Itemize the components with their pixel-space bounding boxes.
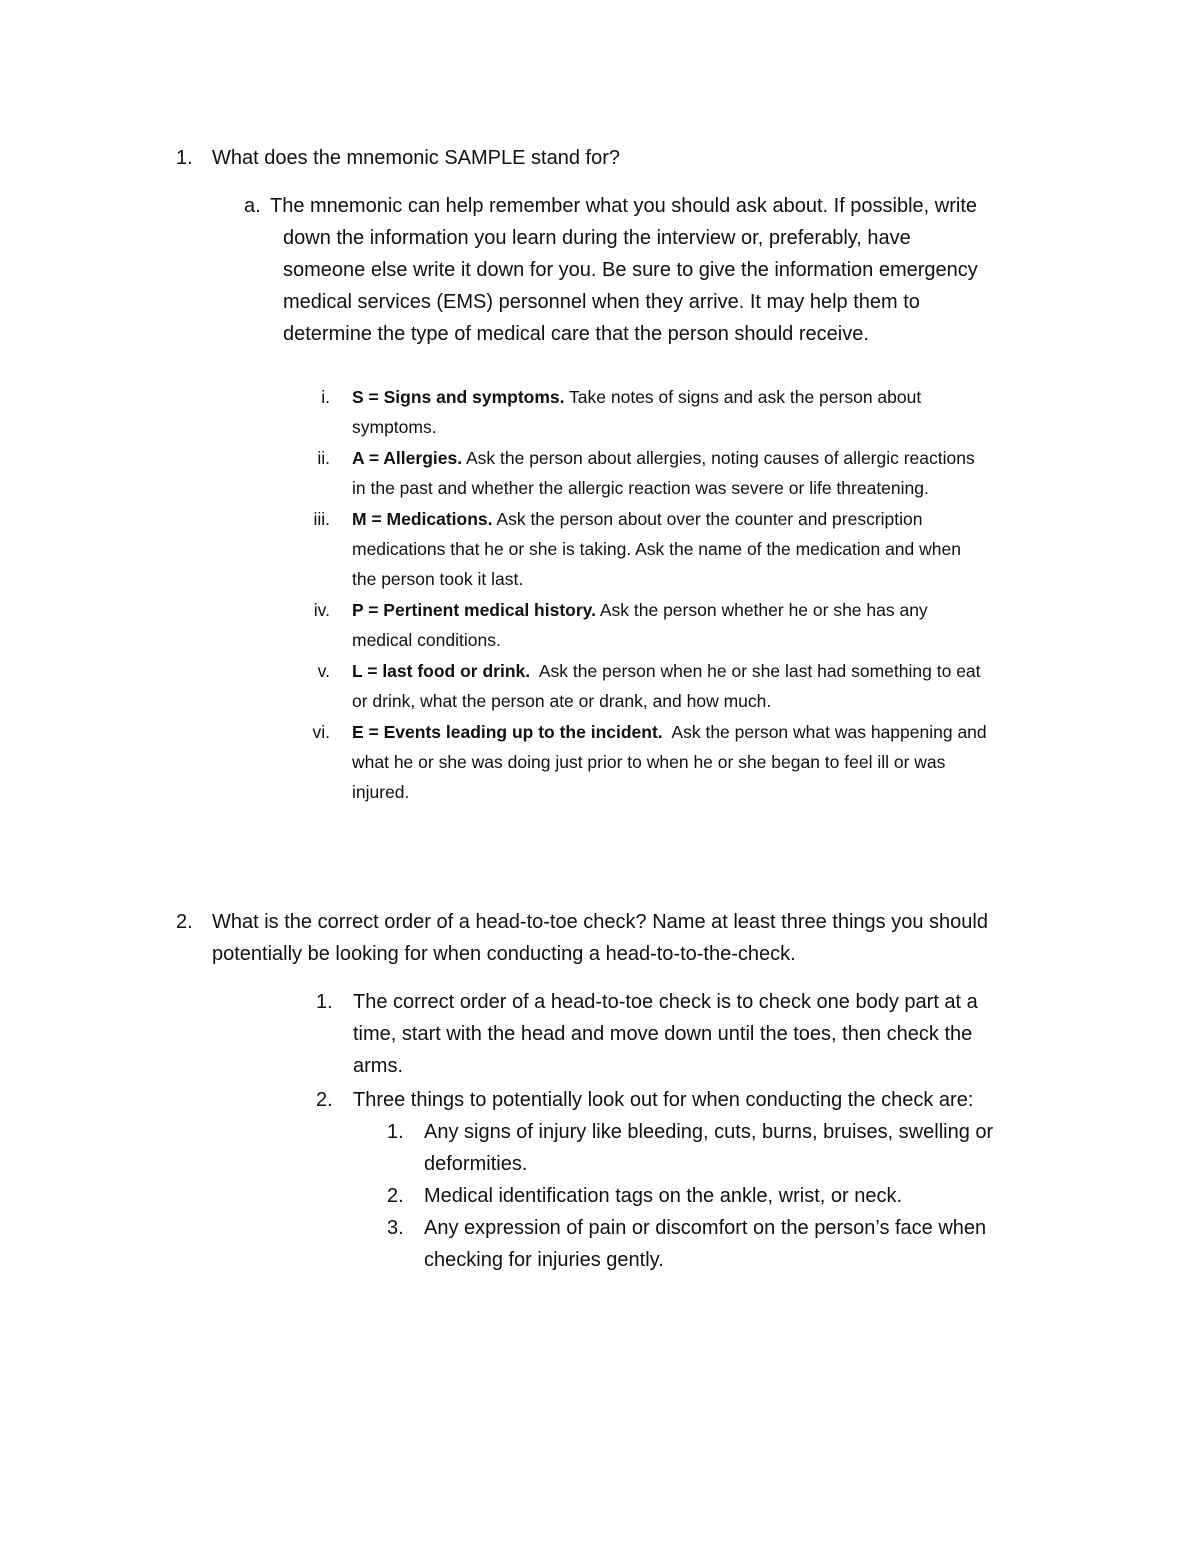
- sample-item-s-marker: i.: [321, 387, 330, 407]
- q2-answer-2-line-1: Three things to potentially look out for when conducting the check are:: [353, 1089, 974, 1111]
- sample-item-l-desc: Ask the person when he or she last had something to eat: [530, 661, 981, 681]
- sample-item-a-line-2: in the past and whether the allergic reaction was severe or life threatening.: [352, 478, 929, 498]
- sample-item-a-term: A = Allergies.: [352, 448, 463, 468]
- sample-item-m-line-1: [352, 504, 923, 534]
- q2-answer-1-line-1: The correct order of a head-to-toe check is to check one body part at a: [353, 991, 978, 1013]
- q2-line-2: potentially be looking for when conducting a head-to-to-the-check.: [212, 943, 796, 965]
- sample-item-p-line-1: [352, 595, 928, 625]
- thing-3-line-1: Any expression of pain or discomfort on the person’s face when: [424, 1217, 987, 1239]
- sample-item-s-term: S = Signs and symptoms.: [352, 387, 565, 407]
- q1-number: 1.: [176, 147, 193, 169]
- q2-answer-2-marker: 2.: [316, 1089, 333, 1111]
- sample-item-l-line-2: or drink, what the person ate or drank, and how much.: [352, 691, 772, 711]
- q2-answer-1-line-2: time, start with the head and move down until the toes, then check the: [353, 1023, 973, 1045]
- thing-3-marker: 3.: [387, 1217, 404, 1239]
- sample-item-e-term: E = Events leading up to the incident.: [352, 722, 663, 742]
- thing-2-line-1: Medical identification tags on the ankle, wrist, or neck.: [424, 1185, 903, 1207]
- thing-1-marker: 1.: [387, 1121, 404, 1143]
- sample-item-m-desc: Ask the person about over the counter and prescription: [492, 509, 923, 529]
- sample-item-s-line-2: symptoms.: [352, 417, 437, 437]
- sample-item-e-line-3: injured.: [352, 782, 410, 802]
- sample-item-a-desc: Ask the person about allergies, noting causes of allergic reactions: [462, 448, 975, 468]
- q1-text: What does the mnemonic SAMPLE stand for?: [212, 147, 620, 169]
- sample-item-a-line-1: [352, 443, 975, 473]
- q2-line-1: What is the correct order of a head-to-toe check? Name at least three things you should: [212, 911, 988, 933]
- sample-item-m-line-2: medications that he or she is taking. Ask the name of the medication and when: [352, 539, 961, 559]
- sample-item-p-line-2: medical conditions.: [352, 630, 501, 650]
- sample-item-e-desc: Ask the person what was happening and: [662, 722, 987, 742]
- sample-item-s-line-1: [352, 382, 921, 412]
- q1-sub-a-marker: a.: [244, 195, 261, 217]
- q2-answer-1-line-3: arms.: [353, 1055, 403, 1077]
- sample-item-s-desc: Take notes of signs and ask the person about: [564, 387, 922, 407]
- sample-item-p-term: P = Pertinent medical history.: [352, 600, 596, 620]
- sample-item-e-marker: vi.: [312, 722, 330, 742]
- q1-sub-a-line-5: determine the type of medical care that the person should receive.: [283, 323, 869, 345]
- thing-2-marker: 2.: [387, 1185, 404, 1207]
- sample-item-e-line-1: [352, 717, 987, 747]
- thing-3-line-2: checking for injuries gently.: [424, 1249, 664, 1271]
- sample-item-l-line-1: [352, 656, 981, 686]
- sample-item-p-desc: Ask the person whether he or she has any: [595, 600, 928, 620]
- sample-item-l-marker: v.: [317, 661, 330, 681]
- sample-item-m-marker: iii.: [313, 509, 330, 529]
- thing-1-line-1: Any signs of injury like bleeding, cuts, burns, bruises, swelling or: [424, 1121, 994, 1143]
- sample-item-p-marker: iv.: [313, 600, 330, 620]
- sample-item-e-line-2: what he or she was doing just prior to when he or she began to feel ill or was: [352, 752, 946, 772]
- q1-sub-a-line-3: someone else write it down for you. Be sure to give the information emergency: [283, 259, 978, 281]
- thing-1-line-2: deformities.: [424, 1153, 528, 1175]
- q1-sub-a-line-1: The mnemonic can help remember what you should ask about. If possible, write: [270, 195, 978, 217]
- sample-item-a-marker: ii.: [317, 448, 330, 468]
- q2-number: 2.: [176, 911, 193, 933]
- sample-item-m-line-3: the person took it last.: [352, 569, 524, 589]
- q1-sub-a-line-4: medical services (EMS) personnel when they arrive. It may help them to: [283, 291, 920, 313]
- sample-item-m-term: M = Medications.: [352, 509, 493, 529]
- q2-answer-1-marker: 1.: [316, 991, 333, 1013]
- q1-sub-a-line-2: down the information you learn during the interview or, preferably, have: [283, 227, 911, 249]
- sample-item-l-term: L = last food or drink.: [352, 661, 531, 681]
